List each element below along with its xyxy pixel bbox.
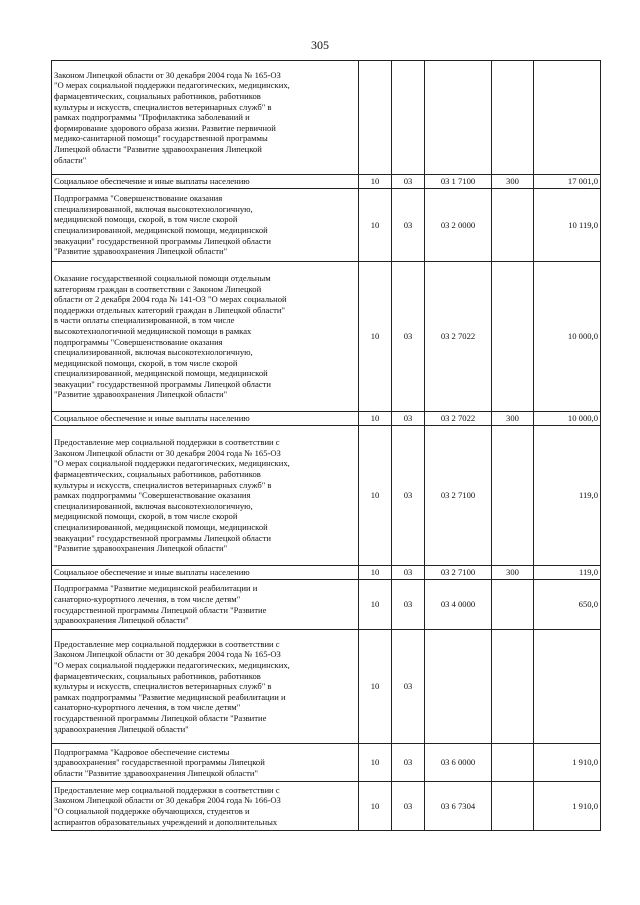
row-name: Социальное обеспечение и иные выплаты населению [52,412,359,426]
row-section: 03 [392,426,425,566]
row-section: 03 [392,175,425,189]
row-expense-type: 300 [492,412,534,426]
row-expense-type: 300 [492,175,534,189]
row-ministry: 10 [359,630,392,744]
row-name: Предоставление мер социальной поддержки в соответствии с Законом Липецкой области от 30 декабря 2004 года № 166-ОЗ "О социальной поддержке обучающихся, студентов и аспирантов образовательных учреждений и дополнительных [52,782,359,831]
row-expense-type [492,189,534,262]
row-amount: 1 910,0 [534,744,601,782]
row-name: Подпрограмма "Совершенствование оказания специализированной, включая высокотехнологичную, медицинской помощи, скорой, в том числе скорой специализированной, медицинской помощи, медицинской эвакуации" государственной программы Липецкой области "Развитие здравоохранения Липецкой области" [52,189,359,262]
table-row [52,262,601,412]
row-amount: 650,0 [534,580,601,630]
row-name: Предоставление мер социальной поддержки в соответствии с Законом Липецкой области от 30 декабря 2004 года № 165-ОЗ "О мерах социальной поддержки педагогических, медицинских, фармацевтических, социальных работников, работников культуры и искусств, специалистов ветеринарных служб" в рамках подпрограммы "Развитие медицинской реабилитации и санаторно-курортного лечения, в том числе детям" государственной программы Липецкой области "Развитие здравоохранения Липецкой области" [52,630,359,744]
row-amount: 10 119,0 [534,189,601,262]
table-row [52,782,601,831]
table-row [52,61,601,175]
row-expense-type [492,630,534,744]
row-section [392,61,425,175]
row-amount [534,61,601,175]
row-target: 03 6 7304 [425,782,492,831]
row-ministry: 10 [359,175,392,189]
row-section: 03 [392,412,425,426]
table-row [52,744,601,782]
row-ministry: 10 [359,782,392,831]
row-amount: 10 000,0 [534,412,601,426]
table-row [52,189,601,262]
table-row [52,630,601,744]
row-target: 03 4 0000 [425,580,492,630]
table-row [52,412,601,426]
row-ministry: 10 [359,189,392,262]
row-target [425,630,492,744]
row-name: Социальное обеспечение и иные выплаты населению [52,175,359,189]
table-row [52,580,601,630]
row-expense-type [492,744,534,782]
row-name: Предоставление мер социальной поддержки в соответствии с Законом Липецкой области от 30 декабря 2004 года № 165-ОЗ "О мерах социальной поддержки педагогических, медицинских, фармацевтических, социальных работников, работников культуры и искусств, специалистов ветеринарных служб" в рамках подпрограммы "Совершенствование оказания специализированной, включая высокотехнологичную, медицинской помощи, скорой, в том числе скорой специализированной, медицинской помощи, медицинской эвакуации" государственной программы Липецкой области "Развитие здравоохранения Липецкой области" [52,426,359,566]
row-expense-type: 300 [492,566,534,580]
row-section: 03 [392,262,425,412]
row-amount: 17 001,0 [534,175,601,189]
row-expense-type [492,782,534,831]
row-expense-type [492,426,534,566]
row-name: Социальное обеспечение и иные выплаты населению [52,566,359,580]
table-row [52,566,601,580]
budget-table [51,60,601,831]
row-name: Законом Липецкой области от 30 декабря 2004 года № 165-ОЗ "О мерах социальной поддержки педагогических, медицинских, фармацевтических, социальных работников, работников культуры и искусств, специалистов ветеринарных служб" в рамках подпрограммы "Профилактика заболеваний и формирование здорового образа жизни. Развитие первичной медико-санитарной помощи" государственной программы Липецкой области "Развитие здравоохранения Липецкой области" [52,61,359,175]
table-row [52,426,601,566]
row-amount: 119,0 [534,566,601,580]
page-number: 305 [311,38,329,52]
row-ministry: 10 [359,426,392,566]
row-section: 03 [392,782,425,831]
row-ministry: 10 [359,412,392,426]
row-target: 03 2 7022 [425,262,492,412]
row-expense-type [492,262,534,412]
row-target: 03 2 7022 [425,412,492,426]
row-amount: 119,0 [534,426,601,566]
row-ministry: 10 [359,744,392,782]
row-target: 03 1 7100 [425,175,492,189]
row-section: 03 [392,566,425,580]
row-expense-type [492,580,534,630]
row-target: 03 2 7100 [425,566,492,580]
row-target: 03 6 0000 [425,744,492,782]
row-name: Подпрограмма "Кадровое обеспечение системы здравоохранения" государственной программы Липецкой области "Развитие здравоохранения Липецкой области" [52,744,359,782]
row-ministry: 10 [359,262,392,412]
row-section: 03 [392,580,425,630]
row-amount [534,630,601,744]
row-amount: 10 000,0 [534,262,601,412]
row-section: 03 [392,630,425,744]
row-ministry: 10 [359,566,392,580]
table-row [52,175,601,189]
row-name: Подпрограмма "Развитие медицинской реабилитации и санаторно-курортного лечения, в том числе детям" государственной программы Липецкой области "Развитие здравоохранения Липецкой области" [52,580,359,630]
row-section: 03 [392,189,425,262]
row-ministry [359,61,392,175]
row-ministry: 10 [359,580,392,630]
row-target [425,61,492,175]
row-name: Оказание государственной социальной помощи отдельным категориям граждан в соответствии с Законом Липецкой области от 2 декабря 2004 года № 141-ОЗ "О мерах социальной поддержки отдельных категорий граждан в Липецкой области" в части оплаты специализированной, в том числе высокотехнологичной медицинской помощи в рамках подпрограммы "Совершенствование оказания специализированной, включая высокотехнологичную, медицинской помощи, скорой, в том числе скорой специализированной, медицинской помощи, медицинской эвакуации" государственной программы Липецкой области "Развитие здравоохранения Липецкой области" [52,262,359,412]
row-section: 03 [392,744,425,782]
row-expense-type [492,61,534,175]
row-amount: 1 910,0 [534,782,601,831]
row-target: 03 2 7100 [425,426,492,566]
row-target: 03 2 0000 [425,189,492,262]
